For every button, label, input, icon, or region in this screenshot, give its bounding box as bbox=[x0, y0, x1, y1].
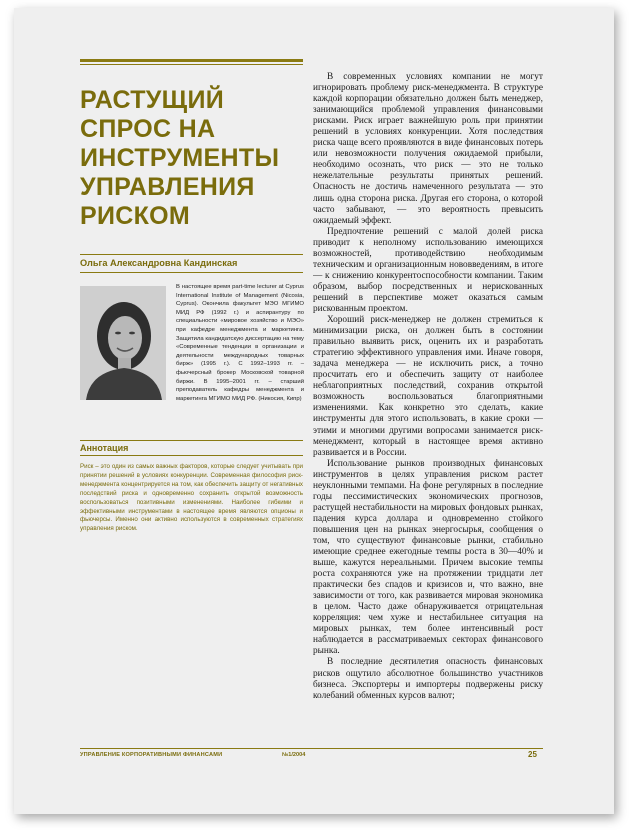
body-paragraph: Предпочтение решений с малой долей риска приводит к неполному использованию имеющихся возможностей, противодействию необходимым техническим и организационным нововведениям, в итоге — к снижению конкурентоспособности компании. Таким образом, выбор посредственных и нерискованных решений в перспективе может оказаться самым рискованным проектом. bbox=[313, 226, 543, 314]
abstract-bottom-rule bbox=[80, 455, 303, 456]
body-paragraph: Хороший риск-менеджер не должен стремиться к минимизации риска, он должен быть в состоянии правильно выявить риск, оценить их и разработать стратегию эффективного управления ими. Иначе говоря, задача менеджера — не исключить риск, а точно просчитать его и обеспечить защиту от наиболее неблагоприятных последствий, сохранив открытой возможность воспользоваться благоприятными изменениями. Как конкретно это сделать, какие инструменты для этого использовать, в какие сроки — этими и многими другими вопросами занимается риск-менеджмент, который в настоящее время активно развивается и в России. bbox=[313, 315, 543, 458]
abstract-text: Риск – это один из самых важных факторов, которые следует учитывать при принятии решений в условиях конкуренции. Современная философия риск-менеджмента концентрируется на том, как обеспечить защиту от негативных последствий риска и одновременно сохранить открытой возможность воспользоваться позитивными изменениями. Наиболее гибкими и эффективными инструментами в настоящее время являются опционы и фьючерсы. Именно они активно используются в современных стратегиях управления риском. bbox=[80, 463, 303, 533]
author-photo bbox=[80, 286, 166, 400]
footer-rule bbox=[80, 748, 543, 749]
author-bio: В настоящее время part-time lecturer at Cyprus International Institute of Management (Nicosia, Cyprus). Окончила факультет МЭО МГИМО МИД РФ (1992 г.) и аспирантуру по специальности «мировое хозяйство и МЭО» при кафедре менеджмента и маркетинга. Защитила кандидатскую диссертацию на тему «Современные тенденции в организации и деятельности международных товарных бирж» (1995 г.). С 1992–1993 гг. – фьючерсный брокер Московской товарной биржи. В 1995–2001 гг. – старший преподаватель кафедры менеджмента и маркетинга МГИМО МИД РФ. (Никосия, Кипр) bbox=[176, 284, 304, 402]
author-top-rule bbox=[80, 254, 303, 255]
abstract-top-rule bbox=[80, 440, 303, 441]
title-line-3: ИНСТРУМЕНТЫ bbox=[80, 144, 280, 172]
title-line-1: РАСТУЩИЙ bbox=[80, 86, 224, 114]
author-name: Ольга Александровна Кандинская bbox=[80, 258, 238, 268]
title-top-rule-thin bbox=[80, 64, 303, 65]
footer-journal-name: УПРАВЛЕНИЕ КОРПОРАТИВНЫМИ ФИНАНСАМИ bbox=[80, 752, 223, 758]
title-line-5: РИСКОМ bbox=[80, 202, 191, 230]
body-paragraph: В последние десятилетия опасность финансовых рисков ощутило абсолютное большинство участников бизнеса. Экспортеры и импортеры подвержены риску колебаний обменных курсов валют; bbox=[313, 657, 543, 701]
title-top-rule bbox=[80, 59, 303, 62]
abstract-heading: Аннотация bbox=[80, 443, 129, 453]
article-body bbox=[313, 72, 543, 740]
article-title bbox=[80, 86, 303, 231]
author-bottom-rule bbox=[80, 272, 303, 273]
title-line-2: СПРОС НА bbox=[80, 115, 216, 143]
body-paragraph: Использование рынков производных финансовых инструментов в целях управления риском растет неуклонными темпами. На фоне регулярных в последние годы пессимистических экономических прогнозов, растущей нестабильности на мировых фондовых рынках, падения курса доллара и одновременно стойкого повышения цен на рынках энергосырья, сообщения о том, что существуют финансовые рынки, стабильно имеющие среднее ежегодные темпы роста в 30—40% и выше, кажутся нереальными. Причем высокие темпы роста сохраняются уже на протяжении тридцати лет практически без спадов и кризисов и, что важно, вне зависимости от того, как развивается мировая экономика в целом. Часто даже обнаруживается отрицательная корреляция: чем хуже и нестабильнее ситуация на мировых рынках, тем более интенсивный рост наблюдается в рассматриваемых секторах финансового рынка. bbox=[313, 458, 543, 657]
body-paragraph: В современных условиях компании не могут игнорировать проблему риск-менеджмента. В структуре каждой корпорации обязательно должен быть менеджер, занимающийся проблемой управления финансовыми рисками. Риск играет важнейшую роль при принятии решений в условиях конкуренции. Хотя последствия риска чаще всего проявляются в виде финансовых потерь или невозможности получения ожидаемой прибыли, необходимо осознать, что риск — это не только нежелательные результаты принятых решений. Опасность не достичь намеченного результата — это лишь одна сторона риска. Другая его сторона, о которой часто забывают, — это вероятность превысить ожидаемый эффект. bbox=[313, 72, 543, 226]
title-line-4: УПРАВЛЕНИЯ bbox=[80, 173, 255, 201]
footer-page-number: 25 bbox=[528, 750, 537, 759]
footer-issue-number: №1/2004 bbox=[282, 752, 306, 758]
